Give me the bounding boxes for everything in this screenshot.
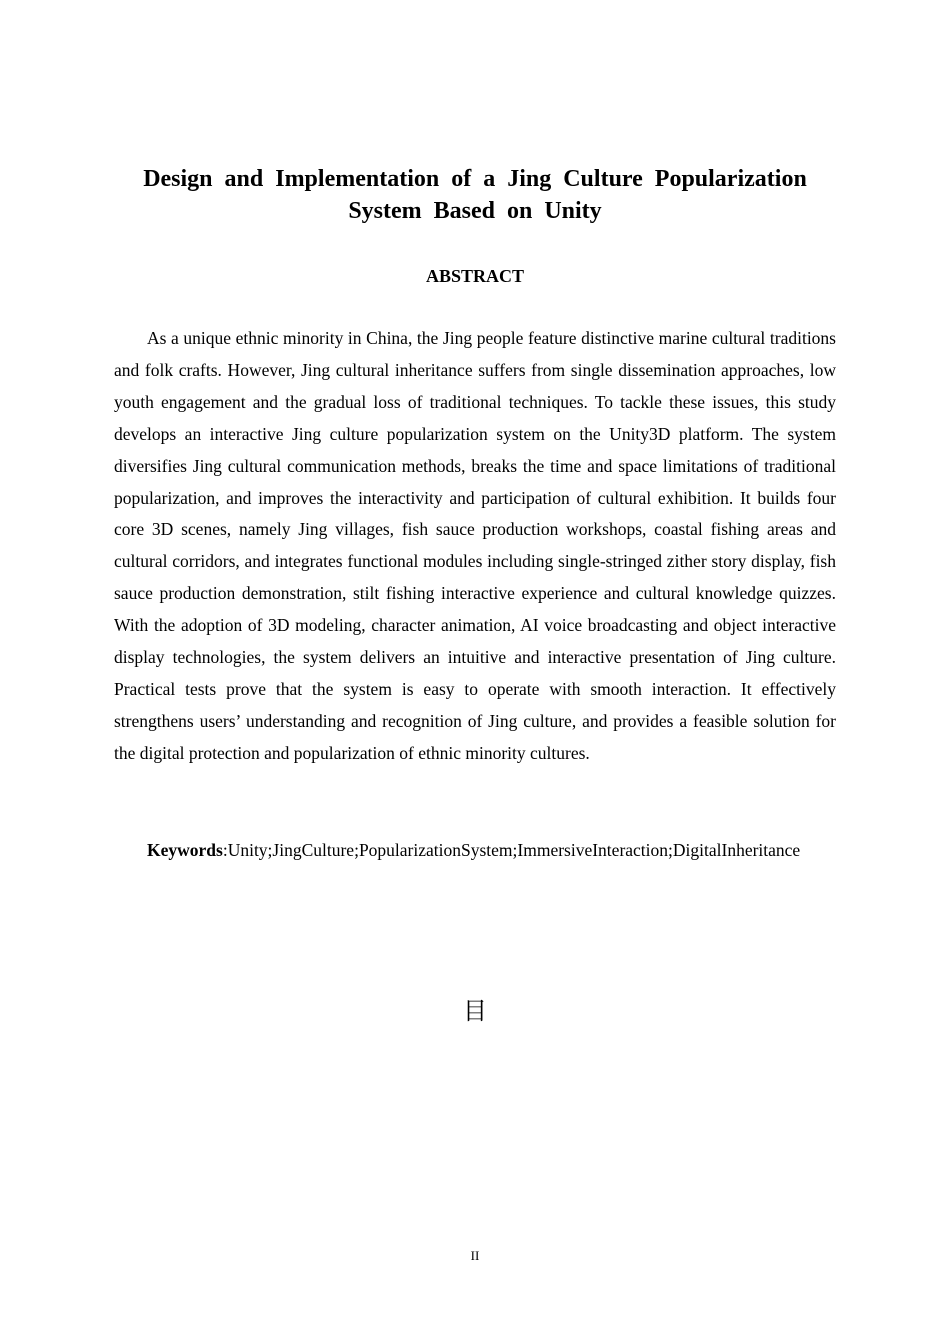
table-of-contents-heading: 目 [463,997,487,1025]
abstract-heading: ABSTRACT [425,266,525,286]
page-number: II [470,1248,480,1263]
keywords-label: Keywords [147,840,223,860]
keywords-text: :Unity;JingCulture;PopularizationSystem;ImmersiveInteraction;DigitalInheritance [222,840,801,860]
keywords-paragraph [114,834,836,866]
abstract-body: As a unique ethnic minority in China, the Jing people feature distinctive marine cultural traditions and folk crafts. However, Jing cultural inheritance suffers from single dissemination approaches, low youth engagement and the gradual loss of traditional techniques. To tackle these issues, this study develops an interactive Jing culture popularization system on the Unity3D platform. The system diversifies Jing cultural communication methods, breaks the time and space limitations of traditional popularization, and improves the interactivity and participation of cultural exhibition. It builds four core 3D scenes, namely Jing villages, fish sauce production workshops, coastal fishing areas and cultural corridors, and integrates functional modules including single-stringed zither story display, fish sauce production demonstration, stilt fishing interactive experience and cultural knowledge quizzes. With the adoption of 3D modeling, character animation, AI voice broadcasting and object interactive display technologies, the system delivers an intuitive and interactive presentation of Jing culture. Practical tests prove that the system is easy to operate with smooth interaction. It effectively strengthens users’ understanding and recognition of Jing culture, and provides a feasible solution for the digital protection and popularization of ethnic minority cultures. [114,328,836,763]
paper-title: Design and Implementation of a Jing Culture Popularization System Based on Unity [143,166,807,224]
